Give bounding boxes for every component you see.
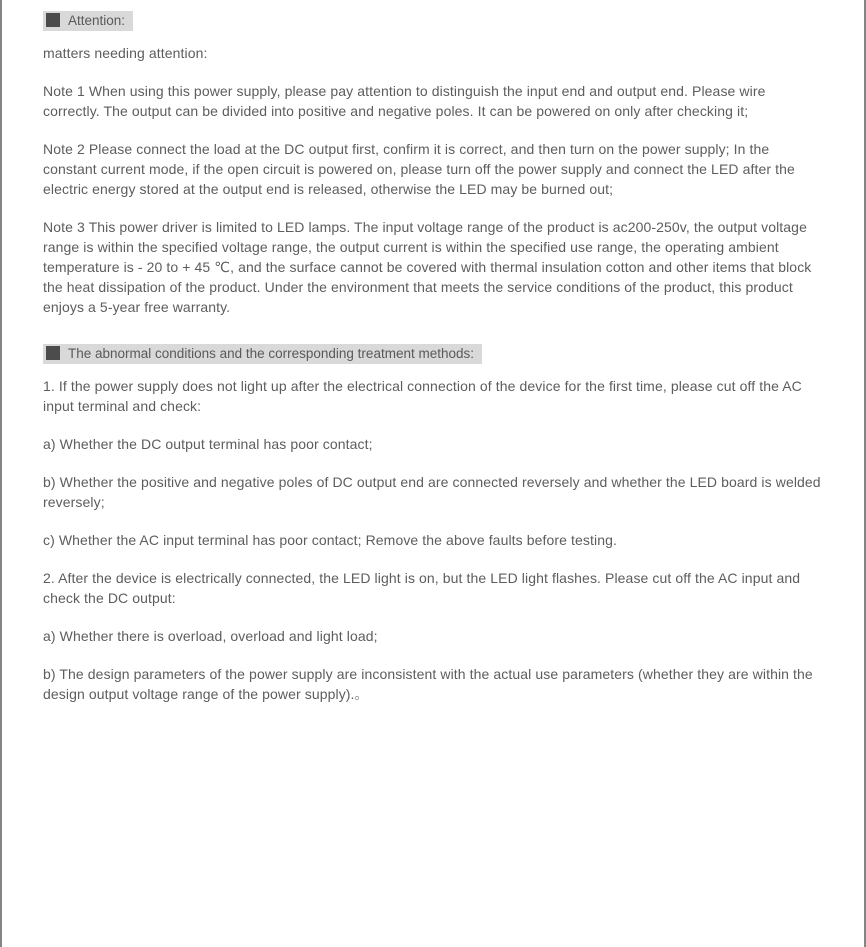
paragraph-item-1a: a) Whether the DC output terminal has poor contact;: [43, 436, 373, 452]
paragraph-item-1b: b) Whether the positive and negative poles of DC output end are connected reversely and whether the LED board is welded reversely;: [43, 474, 821, 510]
paragraph-matters: matters needing attention:: [43, 45, 208, 61]
paragraph-note-3: Note 3 This power driver is limited to LED lamps. The input voltage range of the product is ac200-250v, the output voltage range is within the specified voltage range, the output current is within the specified use range, the operating ambient temperature is - 20 to + 45 ℃, and the surface cannot be covered with thermal insulation cotton and other items that block the heat dissipation of the product. Under the environment that meets the service conditions of the product, this product enjoys a 5-year free warranty.: [43, 219, 812, 315]
paragraph-item-2: 2. After the device is electrically connected, the LED light is on, but the LED light flashes. Please cut off the AC input and check the DC output:: [43, 570, 801, 606]
abnormal-conditions-section: [43, 344, 821, 704]
attention-heading-row: [43, 11, 821, 31]
attention-section: [43, 11, 821, 317]
paragraph-item-2a: a) Whether there is overload, overload and light load;: [43, 628, 378, 644]
paragraph-item-2b: b) The design parameters of the power supply are inconsistent with the actual use parameters (whether they are within the design output voltage range of the power supply).。: [43, 666, 813, 702]
paragraph-note-2: Note 2 Please connect the load at the DC output first, confirm it is correct, and then turn on the power supply; In the constant current mode, if the open circuit is powered on, please turn off the power supply and connect the LED after the electric energy stored at the output end is released, otherwise the LED may be burned out;: [43, 141, 795, 197]
abnormal-conditions-heading-row: [43, 344, 821, 364]
attention-heading: [43, 11, 133, 31]
abnormal-conditions-heading: [43, 344, 482, 364]
paragraph-item-1: 1. If the power supply does not light up after the electrical connection of the device for the first time, please cut off the AC input terminal and check:: [43, 378, 802, 414]
attention-heading-label: Attention:: [68, 13, 126, 28]
abnormal-conditions-heading-label: The abnormal conditions and the corresponding treatment methods:: [68, 346, 474, 361]
square-bullet-icon: [46, 346, 60, 360]
paragraph-note-1: Note 1 When using this power supply, please pay attention to distinguish the input end and output end. Please wire correctly. The output can be divided into positive and negative poles. It can be powered on only after checking it;: [43, 83, 766, 119]
paragraph-item-1c: c) Whether the AC input terminal has poor contact; Remove the above faults before testing.: [43, 532, 617, 548]
square-bullet-icon: [46, 13, 60, 27]
